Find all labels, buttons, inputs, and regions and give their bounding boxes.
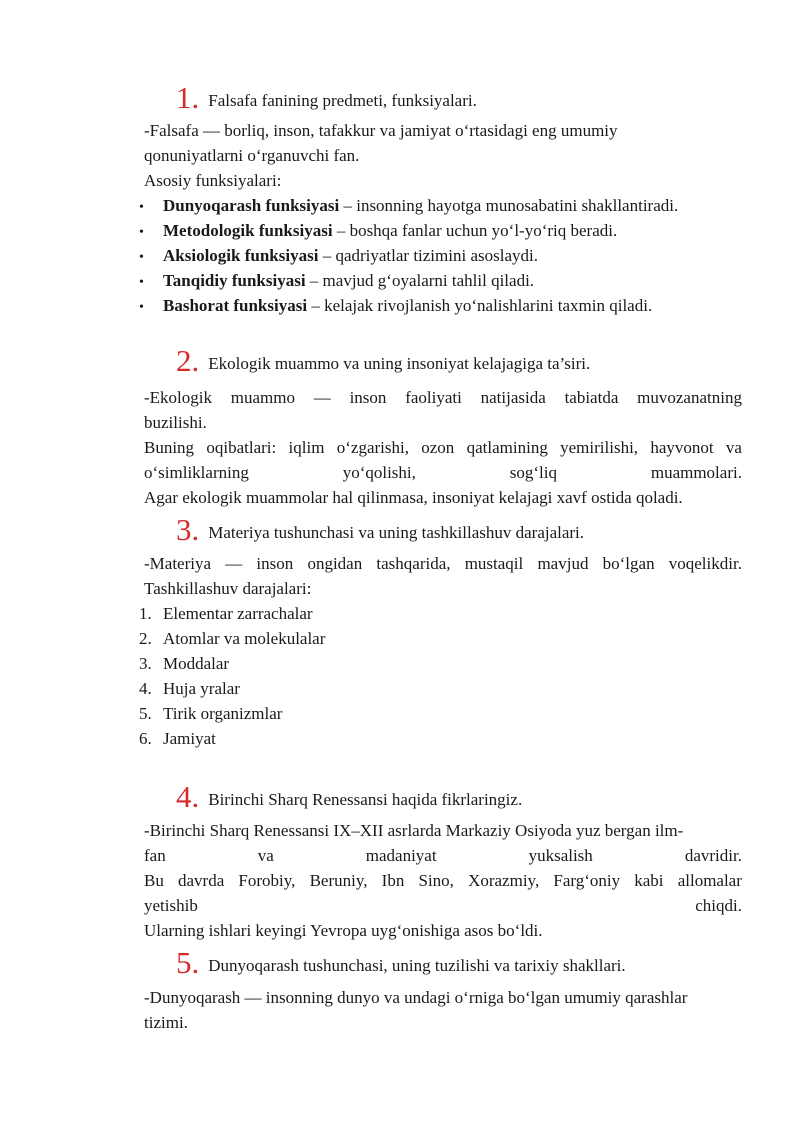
- item-number: 6.: [139, 729, 152, 748]
- section-2-heading: [176, 343, 590, 379]
- word: iqlim: [288, 438, 325, 457]
- bullet-icon: •: [139, 250, 144, 265]
- function-name: Bashorat funksiyasi: [163, 296, 308, 315]
- word: -Materiya: [144, 554, 212, 573]
- list-item: [139, 676, 240, 701]
- item-number: 2.: [139, 629, 152, 648]
- list-item: [139, 651, 229, 676]
- word: yuksalish: [528, 846, 593, 865]
- section-title: Ekologik muammo va uning insoniyat kelajagiga ta’siri.: [208, 354, 591, 373]
- item-text: Elementar zarrachalar: [163, 604, 313, 623]
- list-item: [139, 601, 313, 626]
- paragraph-line: qonuniyatlarni o‘rganuvchi fan.: [144, 146, 360, 165]
- bullet-icon: •: [139, 275, 144, 290]
- section-number: 4.: [176, 779, 200, 814]
- paragraph-line: Ularning ishlari keyingi Yevropa uyg‘onishiga asos bo‘ldi.: [144, 921, 543, 940]
- word: inson: [349, 388, 387, 407]
- function-name: Tanqidiy funksiyasi: [163, 271, 306, 290]
- justified-line: [144, 385, 742, 410]
- list-item: [139, 701, 282, 726]
- word: ozon: [421, 438, 455, 457]
- bullet-icon: •: [139, 300, 144, 315]
- item-number: 3.: [139, 654, 152, 673]
- word: Forobiy,: [238, 871, 296, 890]
- word: Buning: [144, 438, 195, 457]
- word: Ibn: [381, 871, 405, 890]
- word: o‘simliklarning: [144, 463, 249, 482]
- function-desc: – boshqa fanlar uchun yo‘l-yo‘riq beradi.: [332, 221, 618, 240]
- paragraph-line: Asosiy funksiyalari:: [144, 171, 282, 190]
- item-number: 1.: [139, 604, 152, 623]
- word: Xorazmiy,: [468, 871, 540, 890]
- word: sog‘liq: [509, 463, 557, 482]
- word: qatlamining: [466, 438, 548, 457]
- word: voqelikdir.: [668, 554, 742, 573]
- word: Sino,: [418, 871, 454, 890]
- word: yo‘qolishi,: [342, 463, 416, 482]
- item-text: Huja yralar: [163, 679, 240, 698]
- bullet-icon: •: [139, 200, 144, 215]
- section-title: Falsafa fanining predmeti, funksiyalari.: [208, 91, 477, 110]
- item-number: 4.: [139, 679, 152, 698]
- word: muvozanatning: [637, 388, 742, 407]
- function-desc: – mavjud g‘oyalarni tahlil qiladi.: [305, 271, 535, 290]
- section-title: Materiya tushunchasi va uning tashkillashuv darajalari.: [208, 523, 585, 542]
- section-title: Birinchi Sharq Renessansi haqida fikrlaringiz.: [208, 790, 523, 809]
- justified-line: [144, 893, 742, 918]
- section-3-heading: [176, 512, 584, 548]
- word: mavjud: [537, 554, 589, 573]
- paragraph-line: buzilishi.: [144, 413, 207, 432]
- paragraph-line: tizimi.: [144, 1013, 188, 1032]
- word: tabiatda: [564, 388, 619, 407]
- item-text: Tirik organizmlar: [163, 704, 283, 723]
- word: ongidan: [307, 554, 363, 573]
- list-item: [139, 626, 325, 651]
- justified-line: [144, 460, 742, 485]
- word: va: [725, 438, 742, 457]
- word: muammolari.: [650, 463, 742, 482]
- section-5-heading: [176, 945, 626, 981]
- list-item: [139, 726, 216, 751]
- word: davridir.: [684, 846, 742, 865]
- section-title: Dunyoqarash tushunchasi, uning tuzilishi va tarixiy shakllari.: [208, 956, 626, 975]
- word: faoliyati: [405, 388, 462, 407]
- function-desc: – insonning hayotga munosabatini shakllantiradi.: [339, 196, 679, 215]
- justified-line: [144, 551, 742, 576]
- section-1-heading: [176, 80, 477, 116]
- section-number: 2.: [176, 343, 200, 378]
- word: —: [225, 554, 243, 573]
- paragraph-line: Tashkillashuv darajalari:: [144, 579, 312, 598]
- paragraph-line: -Falsafa — borliq, inson, tafakkur va jamiyat o‘rtasidagi eng umumiy: [144, 121, 618, 140]
- list-item: [139, 243, 538, 270]
- justified-line: [144, 435, 742, 460]
- section-4-heading: [176, 779, 522, 815]
- word: mustaqil: [464, 554, 524, 573]
- function-name: Aksiologik funksiyasi: [163, 246, 319, 265]
- list-item: [139, 293, 652, 320]
- word: muammo: [230, 388, 295, 407]
- word: hayvonot: [650, 438, 714, 457]
- word: —: [313, 388, 331, 407]
- word: Bu: [144, 871, 164, 890]
- item-text: Moddalar: [163, 654, 230, 673]
- word: tashqarida,: [376, 554, 451, 573]
- list-item: [139, 268, 534, 295]
- section-number: 3.: [176, 512, 200, 547]
- word: inson: [256, 554, 294, 573]
- list-item: [139, 218, 617, 245]
- justified-line: [144, 868, 742, 893]
- paragraph-line: -Birinchi Sharq Renessansi IX–XII asrlarda Markaziy Osiyoda yuz bergan ilm-: [144, 821, 684, 840]
- word: kabi: [634, 871, 664, 890]
- word: Beruniy,: [309, 871, 368, 890]
- word: Farg‘oniy: [553, 871, 621, 890]
- item-text: Atomlar va molekulalar: [163, 629, 326, 648]
- bullet-icon: •: [139, 225, 144, 240]
- word: -Ekologik: [144, 388, 212, 407]
- word: o‘zgarishi,: [336, 438, 409, 457]
- section-number: 5.: [176, 945, 200, 980]
- list-item: [139, 193, 678, 220]
- paragraph-line: -Dunyoqarash — insonning dunyo va undagi o‘rniga bo‘lgan umumiy qarashlar: [144, 988, 688, 1007]
- word: fan: [144, 846, 166, 865]
- word: oqibatlari:: [206, 438, 277, 457]
- word: yetishib: [144, 896, 198, 915]
- word: bo‘lgan: [602, 554, 655, 573]
- word: davrda: [178, 871, 225, 890]
- word: va: [257, 846, 274, 865]
- word: madaniyat: [365, 846, 437, 865]
- function-name: Metodologik funksiyasi: [163, 221, 333, 240]
- function-desc: – qadriyatlar tizimini asoslaydi.: [318, 246, 538, 265]
- function-name: Dunyoqarash funksiyasi: [163, 196, 340, 215]
- word: natijasida: [480, 388, 546, 407]
- item-number: 5.: [139, 704, 152, 723]
- function-desc: – kelajak rivojlanish yo‘nalishlarini taxmin qiladi.: [307, 296, 653, 315]
- justified-line: [144, 843, 742, 868]
- word: allomalar: [677, 871, 742, 890]
- paragraph-line: Agar ekologik muammolar hal qilinmasa, insoniyat kelajagi xavf ostida qoladi.: [144, 488, 683, 507]
- word: yemirilishi,: [560, 438, 639, 457]
- section-number: 1.: [176, 80, 200, 115]
- item-text: Jamiyat: [163, 729, 216, 748]
- word: chiqdi.: [695, 896, 742, 915]
